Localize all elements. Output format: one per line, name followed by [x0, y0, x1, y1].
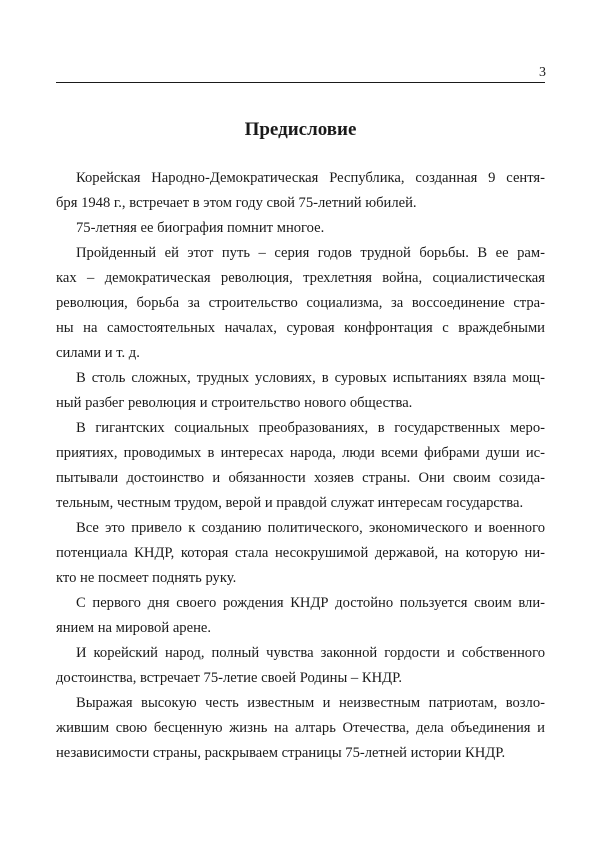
- page-number: 3: [539, 65, 546, 80]
- text-line: С первого дня своего рождения КНДР достойно пользуется своим вли-: [76, 595, 545, 611]
- paragraph: [56, 591, 545, 641]
- paragraph: [56, 216, 545, 241]
- text-line: ках – демократическая революция, трехлетняя война, социалистическая: [56, 270, 545, 286]
- body-text: [56, 166, 545, 766]
- paragraph: [56, 691, 545, 766]
- text-line: Пройденный ей этот путь – серия годов трудной борьбы. В ее рам-: [76, 245, 545, 261]
- page-title: Предисловие: [244, 119, 357, 140]
- text-line: достоинства, встречает 75-летие своей Родины – КНДР.: [56, 670, 403, 686]
- text-line: независимости страны, раскрываем страницы 75-летней истории КНДР.: [56, 745, 506, 761]
- paragraph: [56, 241, 545, 366]
- text-line: силами и т. д.: [56, 345, 140, 361]
- text-line: И корейский народ, полный чувства законной гордости и собственного: [76, 645, 545, 661]
- text-line: Все это привело к созданию политического, экономического и военного: [76, 520, 545, 536]
- text-line: Корейская Народно-Демократическая Республика, созданная 9 сентя-: [76, 170, 545, 186]
- text-line: тельным, честным трудом, верой и правдой служат интересам государства.: [56, 495, 524, 511]
- text-line: ный разбег революция и строительство нового общества.: [56, 395, 413, 411]
- paragraph: [56, 516, 545, 591]
- text-line: пытывали достоинство и обязанности хозяев страны. Они своим созида-: [56, 470, 545, 486]
- header-rule: [56, 82, 545, 83]
- paragraph: [56, 366, 545, 416]
- text-line: жившим свою бесценную жизнь на алтарь Отечества, дела объединения и: [56, 720, 545, 736]
- text-line: бря 1948 г., встречает в этом году свой 75-летний юбилей.: [56, 195, 417, 211]
- text-line: Выражая высокую честь известным и неизвестным патриотам, возло-: [76, 695, 545, 711]
- text-line: приятиях, проводимых в интересах народа, люди всеми фибрами души ис-: [56, 445, 545, 461]
- text-line: янием на мировой арене.: [56, 620, 212, 636]
- text-line: революция, борьба за строительство социализма, за воссоединение стра-: [56, 295, 545, 311]
- text-line: ны на самостоятельных началах, суровая конфронтация с враждебными: [56, 320, 545, 336]
- text-line: потенциала КНДР, которая стала несокрушимой державой, на которую ни-: [56, 545, 545, 561]
- text-line: В столь сложных, трудных условиях, в суровых испытаниях взяла мощ-: [76, 370, 545, 386]
- text-line: 75-летняя ее биография помнит многое.: [76, 220, 325, 236]
- text-line: В гигантских социальных преобразованиях, в государственных меро-: [76, 420, 545, 436]
- paragraph: [56, 166, 545, 216]
- text-line: кто не посмеет поднять руку.: [56, 570, 237, 586]
- paragraph: [56, 641, 545, 691]
- paragraph: [56, 416, 545, 516]
